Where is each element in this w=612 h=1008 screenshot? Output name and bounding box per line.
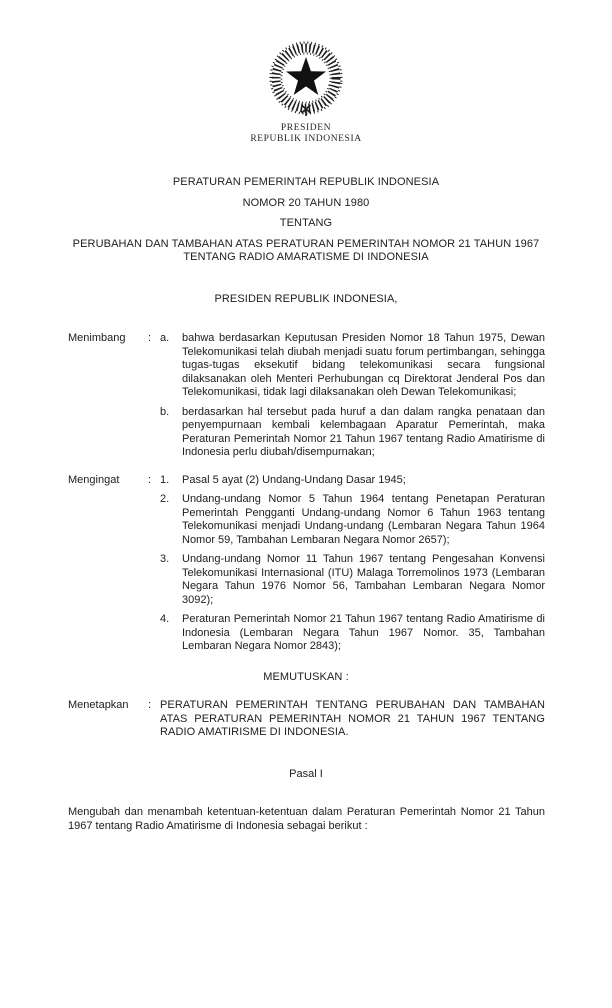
mengingat-label: Mengingat [68,473,120,486]
closing-paragraph: Mengubah dan menambah ketentuan-ketentuan dalam Peraturan Pemerintah Nomor 21 Tahun 1967 tentang Radio Amatirisme di Indonesia sebagai berikut : [68,806,545,832]
colon: : [148,473,152,486]
item-marker: a. [160,332,170,344]
emblem-block [0,0,612,145]
title-line-4: PERUBAHAN DAN TAMBAHAN ATAS PERATURAN PEMERINTAH NOMOR 21 TAHUN 1967 TENTANG RADIO AMARATISME DI INDONESIA [72,237,540,263]
item-text: Undang-undang Nomor 11 Tahun 1967 tentang Pengesahan Konvensi Telekomunikasi Internasional (ITU) Malaga Torremolinos 1973 (Lembaran Negara Tahun 1976 Nomor 56, Tambahan Lembaran Negara Nomor 3092); [182,553,545,606]
menimbang-item-b [68,406,545,460]
item-text: Pasal 5 ayat (2) Undang-Undang Dasar 1945; [182,473,406,486]
document-title [0,176,612,264]
emblem-caption [0,123,612,145]
item-marker: 1. [160,473,170,486]
mengingat-item-2 [68,493,545,547]
item-marker: 2. [160,493,170,505]
mengingat-item-3 [68,553,545,607]
item-text: berdasarkan hal tersebut pada huruf a dan dalam rangka penataan dan penyempurnaan kembali kelembagaan Aparatur Pemerintah, maka Peraturan Pemerintah Nomor 21 Tahun 1967 tentang Radio Amatirisme di Indonesia perlu diubah/disempurnakan; [182,405,545,458]
emblem-caption-line1: PRESIDEN [280,123,332,133]
emblem-caption-line2: REPUBLIK INDONESIA [250,134,362,144]
memutuskan-heading: MEMUTUSKAN : [263,670,349,683]
colon: : [148,699,152,711]
title-line-1: PERATURAN PEMERINTAH REPUBLIK INDONESIA [172,176,440,188]
item-marker: b. [160,405,170,418]
menetapkan-row [68,699,545,740]
pasal-heading: Pasal I [289,767,323,780]
opening-line: PRESIDEN REPUBLIK INDONESIA, [214,292,398,305]
item-text: Peraturan Pemerintah Nomor 21 Tahun 1967 tentang Radio Amatirisme di Indonesia (Lembaran Negara Tahun 1967 Nomor. 35, Tambahan Lembaran Negara Nomor 2843); [182,613,545,652]
presidential-seal-icon [264,36,348,120]
item-marker: 3. [160,553,170,565]
title-line-3: TENTANG [279,217,333,229]
item-marker: 4. [160,613,170,625]
colon: : [148,332,152,344]
mengingat-item-1 [68,474,545,488]
item-text: Undang-undang Nomor 5 Tahun 1964 tentang Penetapan Peraturan Pemerintah Pengganti Undang-undang Nomor 6 Tahun 1963 tentang Telekomunikasi menjadi Undang-undang (Lembaran Negara Tahun 1964 Nomor 59, Tambahan Lembaran Negara Nomor 2657); [182,493,545,546]
menetapkan-label: Menetapkan [68,699,129,711]
menetapkan-text: PERATURAN PEMERINTAH TENTANG PERUBAHAN DAN TAMBAHAN ATAS PERATURAN PEMERINTAH NOMOR 21 TAHUN 1967 TENTANG RADIO AMATIRISME DI INDONESIA. [160,699,545,738]
title-line-2: NOMOR 20 TAHUN 1980 [242,196,370,209]
menimbang-item-a [68,332,545,400]
item-text: bahwa berdasarkan Keputusan Presiden Nomor 18 Tahun 1975, Dewan Telekomunikasi telah diubah menjadi suatu forum pertimbangan, sehingga tugas-tugas eksekutif bidang telekomunikasi secara fungsional dilaksanakan oleh Menteri Perhubungan cq Direktorat Jenderal Pos dan Telekomunikasi, tidak lagi dilaksanakan oleh Dewan Telekomunikasi; [182,332,545,398]
menimbang-section [68,332,545,654]
menimbang-label: Menimbang [68,332,126,344]
mengingat-item-4 [68,613,545,654]
